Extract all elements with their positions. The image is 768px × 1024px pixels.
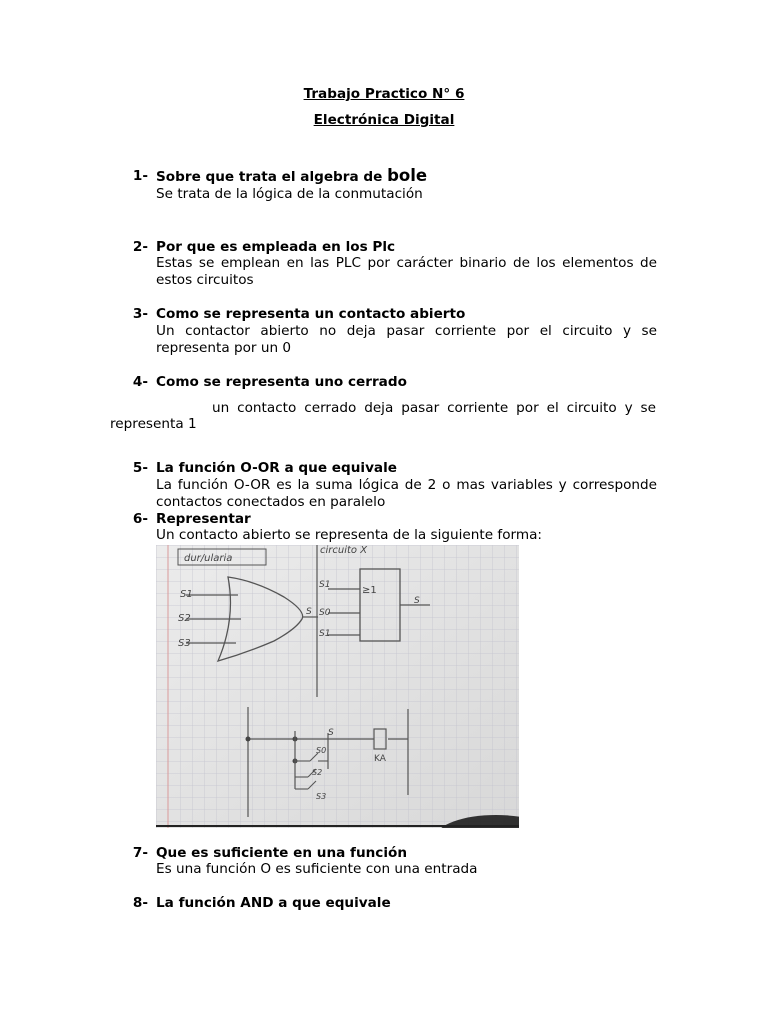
answer-text: Estas se emplean en las PLC por carácter binario de los elementos de estos circuitos — [156, 255, 657, 288]
sketch-header-left: dur/ularia — [184, 553, 233, 564]
answer-text: un contacto cerrado deja pasar corriente por el circuito y se — [212, 400, 656, 416]
gate-input-3: S3 — [178, 638, 191, 649]
question-text: La función O-OR a que equivale — [156, 460, 397, 476]
question-text: Como se representa un contacto abierto — [156, 306, 466, 322]
answer-text-continued: representa 1 — [110, 416, 197, 432]
box-gate-label: ≥1 — [362, 585, 377, 596]
question-number: 7- — [132, 845, 148, 861]
question-number: 2- — [132, 239, 148, 255]
question-number: 4- — [132, 374, 148, 390]
sketch-header-right: circuito X — [320, 545, 368, 556]
box-input-3: S1 — [319, 629, 331, 639]
box-output: S — [414, 596, 420, 606]
question-number: 8- — [132, 895, 148, 911]
question-text: La función AND a que equivale — [156, 895, 391, 911]
question-number: 3- — [132, 306, 148, 322]
gate-input-1: S1 — [180, 589, 193, 600]
question-number: 1- — [132, 168, 148, 184]
gate-input-2: S2 — [178, 613, 191, 624]
question-text: Que es suficiente en una función — [156, 845, 408, 861]
question-text: Sobre que trata el algebra de bole — [156, 166, 428, 185]
answer-text: Es una función O es suficiente con una entrada — [156, 861, 478, 877]
answer-text: Un contactor abierto no deja pasar corriente por el circuito y se representa por un 0 — [156, 323, 657, 356]
contact-label-2: S2 — [312, 768, 323, 777]
question-number: 6- — [132, 511, 148, 527]
contact-label-3: S3 — [316, 792, 327, 801]
contact-label-1: S0 — [316, 746, 327, 755]
question-text: Por que es empleada en los Plc — [156, 239, 396, 255]
box-input-1: S1 — [319, 580, 331, 590]
answer-text: La función O-OR es la suma lógica de 2 o mas variables y corresponde contactos conectados en paralelo — [156, 477, 657, 510]
gate-output: S — [306, 607, 312, 617]
answer-text: Se trata de la lógica de la conmutación — [156, 186, 423, 202]
answer-text: Un contacto abierto se representa de la siguiente forma: — [156, 527, 543, 543]
question-text: Como se representa uno cerrado — [156, 374, 407, 390]
page-subtitle: Electrónica Digital — [313, 112, 455, 128]
coil-label: KA — [374, 754, 386, 764]
question-text: Representar — [156, 511, 251, 527]
box-input-2: S0 — [319, 608, 331, 618]
question-number: 5- — [132, 460, 148, 476]
ladder-output-label: S — [328, 728, 334, 738]
page-title: Trabajo Practico N° 6 — [303, 86, 465, 102]
circuit-sketch-photo — [156, 545, 519, 828]
